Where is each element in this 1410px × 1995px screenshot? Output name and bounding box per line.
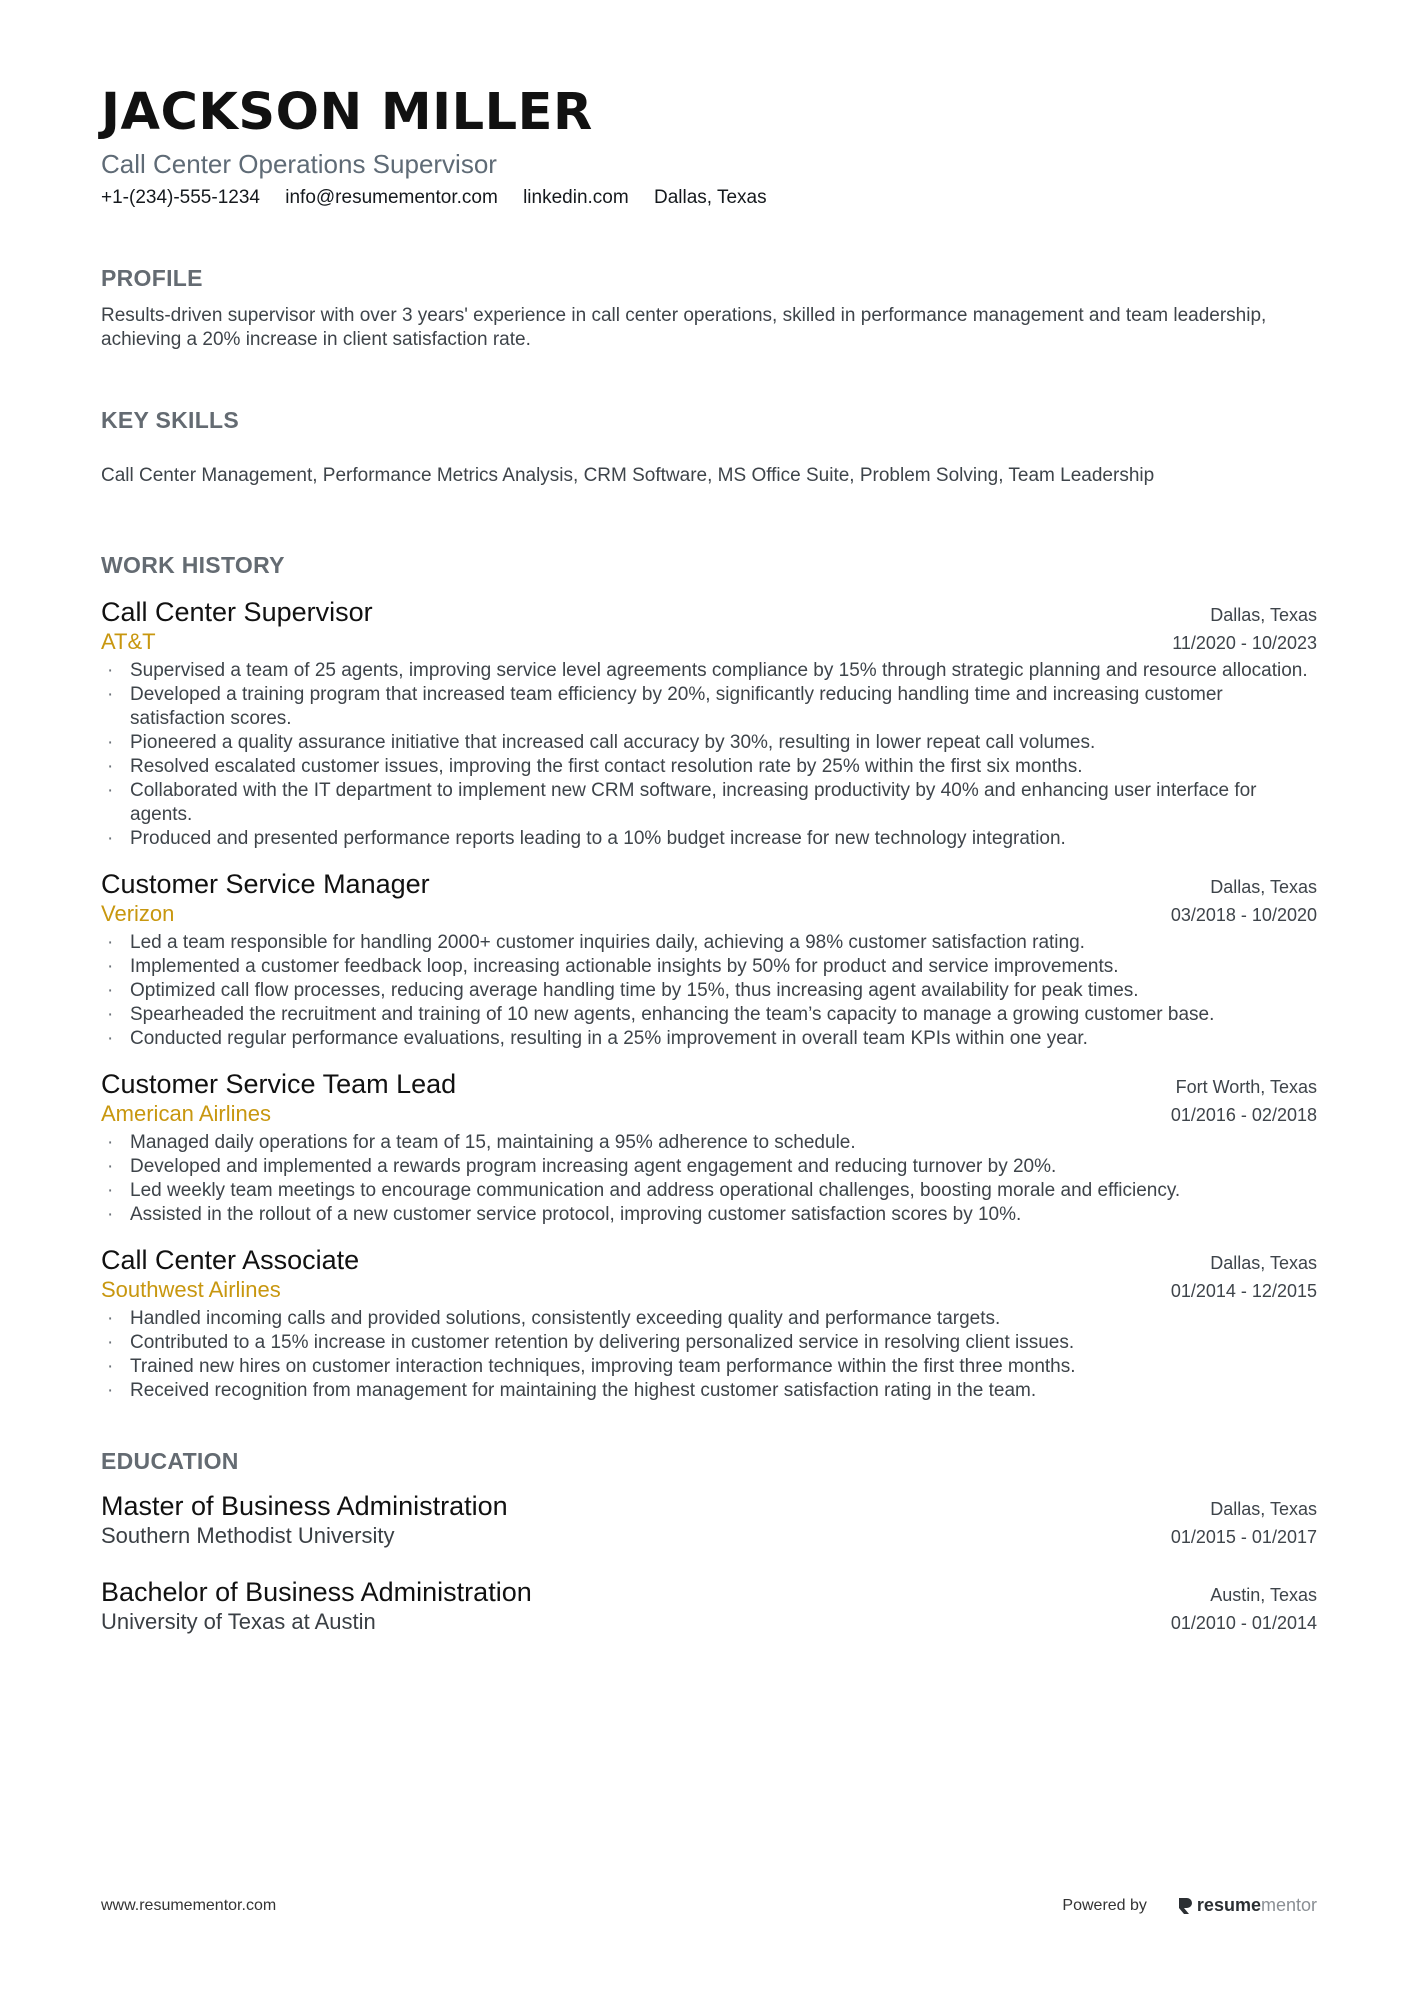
job-title: Call Center Supervisor [101,597,373,627]
contact-phone: +1-(234)-555-1234 [101,187,260,208]
job-dates: 03/2018 - 10/2020 [1170,905,1317,925]
brand-logo[interactable] [1177,1895,1317,1916]
job-bullet: · Pioneered a quality assurance initiative that increased call accuracy by 30%, resulting in lower repeat call volumes. [101,731,1317,755]
page-footer [101,1895,1317,1916]
job-entry [101,867,1317,1051]
job-bullet: · Optimized call flow processes, reducing average handling time by 15%, thus increasing agent availability for peak times. [101,979,1317,1003]
job-title: Call Center Associate [101,1245,360,1275]
education-school: University of Texas at Austin [101,1609,376,1634]
work-history-heading: WORK HISTORY [101,552,285,578]
skills-heading: KEY SKILLS [101,407,240,433]
job-bullet: · Developed and implemented a rewards program increasing agent engagement and reducing turnover by 20%. [101,1155,1317,1179]
job-dates: 01/2016 - 02/2018 [1170,1105,1317,1125]
job-company: American Airlines [101,1101,271,1126]
job-location: Dallas, Texas [1210,1253,1317,1273]
job-company: Southwest Airlines [101,1277,281,1302]
brand-logo-icon [1177,1896,1193,1916]
profile-heading: PROFILE [101,265,203,291]
skills-text: Call Center Management, Performance Metrics Analysis, CRM Software, MS Office Suite, Problem Solving, Team Leadership [101,465,1155,486]
education-degree: Master of Business Administration [101,1491,508,1521]
job-bullet: · Produced and presented performance reports leading to a 10% budget increase for new technology integration. [101,827,1317,851]
education-subheader-row [101,1523,1317,1549]
job-bullet-list [101,931,1317,1051]
job-location: Dallas, Texas [1210,605,1317,625]
education-header-row [101,1489,1317,1523]
contact-location: Dallas, Texas [653,187,767,208]
footer-website[interactable]: www.resumementor.com [101,1896,277,1914]
education-degree: Bachelor of Business Administration [101,1577,532,1607]
resume-header [101,82,1317,210]
job-company: Verizon [101,901,175,926]
education-entry [101,1489,1317,1549]
education-subheader-row [101,1609,1317,1635]
job-header-row [101,595,1317,629]
job-subheader-row [101,1101,1317,1127]
job-company: AT&T [101,629,156,654]
contact-email[interactable]: info@resumementor.com [285,187,498,208]
job-bullet: · Conducted regular performance evaluations, resulting in a 25% improvement in overall team KPIs within one year. [101,1027,1317,1051]
job-subheader-row [101,901,1317,927]
contact-line [101,186,1317,210]
job-location: Dallas, Texas [1210,877,1317,897]
resume-page [101,82,1317,1635]
work-history-list [101,595,1317,1403]
candidate-title: Call Center Operations Supervisor [101,149,497,179]
profile-text: Results-driven supervisor with over 3 years' experience in call center operations, skilled in performance management and team leadership, achieving a 20% increase in client satisfaction rate. [101,305,1267,350]
job-bullet: · Implemented a customer feedback loop, increasing actionable insights by 50% for product and service improvements. [101,955,1317,979]
job-bullet: · Led weekly team meetings to encourage communication and address operational challenges, boosting morale and efficiency. [101,1179,1317,1203]
education-school: Southern Methodist University [101,1523,395,1548]
job-title: Customer Service Team Lead [101,1069,457,1099]
job-bullet: · Spearheaded the recruitment and training of 10 new agents, enhancing the team’s capacity to manage a growing customer base. [101,1003,1317,1027]
job-bullet: · Collaborated with the IT department to implement new CRM software, increasing productivity by 40% and enhancing user interface for agents. [101,779,1317,827]
job-bullet: · Handled incoming calls and provided solutions, consistently exceeding quality and performance targets. [101,1307,1317,1331]
job-bullet: · Resolved escalated customer issues, improving the first contact resolution rate by 25% within the first six months. [101,755,1317,779]
job-header-row [101,1243,1317,1277]
job-bullet: · Led a team responsible for handling 2000+ customer inquiries daily, achieving a 98% customer satisfaction rating. [101,931,1317,955]
education-entry [101,1575,1317,1635]
education-location: Austin, Texas [1210,1585,1317,1605]
job-bullet: · Developed a training program that increased team efficiency by 20%, significantly reducing handling time and increasing customer satisfaction scores. [101,683,1317,731]
contact-linkedin[interactable]: linkedin.com [523,187,629,208]
job-entry [101,595,1317,851]
job-subheader-row [101,629,1317,655]
job-subheader-row [101,1277,1317,1303]
job-location: Fort Worth, Texas [1175,1077,1317,1097]
job-bullet: · Trained new hires on customer interaction techniques, improving team performance within the first three months. [101,1355,1317,1379]
education-header-row [101,1575,1317,1609]
education-heading: EDUCATION [101,1448,239,1474]
candidate-name: JACKSON MILLER [101,83,593,142]
job-header-row [101,867,1317,901]
job-title: Customer Service Manager [101,869,430,899]
job-header-row [101,1067,1317,1101]
job-bullet: · Contributed to a 15% increase in customer retention by delivering personalized service in resolving client issues. [101,1331,1317,1355]
education-dates: 01/2010 - 01/2014 [1170,1613,1317,1633]
education-dates: 01/2015 - 01/2017 [1170,1527,1317,1547]
education-list [101,1489,1317,1635]
brand-name-main: resume [1196,1895,1261,1915]
job-bullet: · Received recognition from management for maintaining the highest customer satisfaction rating in the team. [101,1379,1317,1403]
job-bullet: · Assisted in the rollout of a new customer service protocol, improving customer satisfaction scores by 10%. [101,1203,1317,1227]
job-entry [101,1067,1317,1227]
powered-by-label: Powered by [1062,1896,1147,1914]
brand-name-accent: mentor [1260,1895,1317,1915]
job-dates: 11/2020 - 10/2023 [1172,633,1317,653]
job-bullet: · Supervised a team of 25 agents, improving service level agreements compliance by 15% through strategic planning and resource allocation. [101,659,1317,683]
job-entry [101,1243,1317,1403]
job-bullet: · Managed daily operations for a team of 15, maintaining a 95% adherence to schedule. [101,1131,1317,1155]
footer-branding [1062,1895,1317,1916]
job-dates: 01/2014 - 12/2015 [1170,1281,1317,1301]
job-bullet-list [101,1131,1317,1227]
education-location: Dallas, Texas [1210,1499,1317,1519]
job-bullet-list [101,659,1317,851]
job-bullet-list [101,1307,1317,1403]
